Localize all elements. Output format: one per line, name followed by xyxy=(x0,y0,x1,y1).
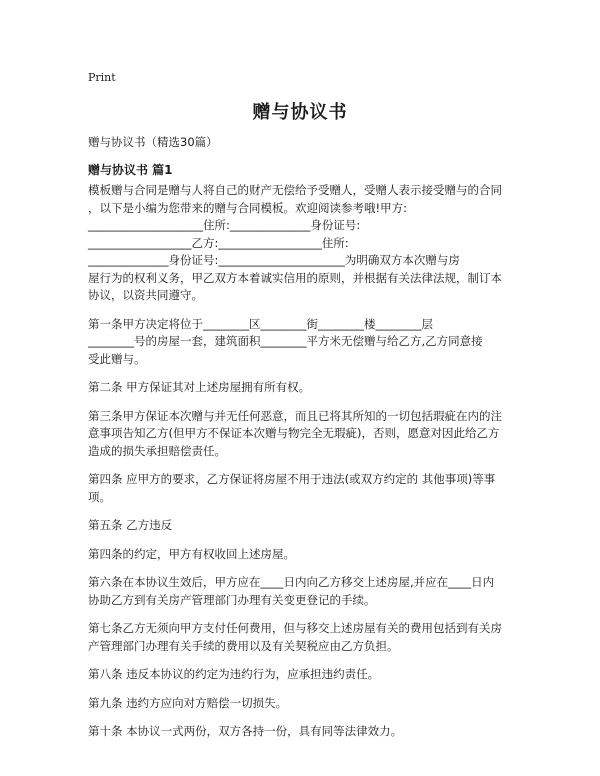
print-link[interactable]: Print xyxy=(88,71,116,84)
text-line: 造成的损失承担赔偿责任。 xyxy=(88,443,226,458)
article-9 xyxy=(88,695,520,713)
text-line: 第九条 违约方应向对方赔偿一切损失。 xyxy=(88,695,288,710)
text-line: 第四条的约定，甲方有权收回上述房屋。 xyxy=(88,546,295,561)
text-line: 第五条 乙方违反 xyxy=(88,518,173,532)
article-3 xyxy=(88,408,520,461)
text-line: 第四条 应甲方的要求，乙方保证将房屋不用于违法(或双方约定的 其他事项)等事 xyxy=(88,472,496,486)
text-line: 项。 xyxy=(88,489,111,504)
text-line: __________________乙方:__________________住所: xyxy=(88,235,349,250)
article-2 xyxy=(88,379,520,397)
text-line: ____________________住所:______________身份证号: xyxy=(88,218,361,232)
text-line: ________号的房屋一套，建筑面积________平方米无偿赠与给乙方,乙方同意接 xyxy=(88,334,483,348)
text-line: 第十条 本协议一式两份，双方各持一份，具有同等法律效力。 xyxy=(88,724,403,738)
text-line: 产管理部门办理有关手续的费用以及有关契税应由乙方负担。 xyxy=(88,638,399,653)
text-line: 第六条在本协议生效后，甲方应在____日内向乙方移交上述房屋,并应在____日内 xyxy=(88,575,495,589)
text-line: 受此赠与。 xyxy=(88,351,146,366)
article-8 xyxy=(88,666,520,684)
section-heading: 赠与协议书 篇1 xyxy=(88,163,173,177)
text-line: 意事项告知乙方(但甲方不保证本次赠与物完全无瑕疵)，否则，愿意对因此给乙方 xyxy=(88,426,500,440)
text-line: 协议，以资共同遵守。 xyxy=(88,288,203,302)
text-line: 第一条甲方决定将位于________区________街________楼________层 xyxy=(88,316,433,331)
article-5 xyxy=(88,517,520,535)
article-4 xyxy=(88,471,520,506)
article-7 xyxy=(88,620,520,655)
text-line: 协助乙方到有关房产管理部门办理有关变更登记的手续。 xyxy=(88,592,376,607)
article-4-continued xyxy=(88,546,520,564)
text-line: ，以下是小编为您带来的赠与合同模板。欢迎阅读参考哦!甲方: xyxy=(88,200,407,215)
text-line: 模板赠与合同是赠与人将自己的财产无偿给予受赠人，受赠人表示接受赠与的合同 xyxy=(88,183,502,197)
intro-paragraph xyxy=(88,182,520,305)
document-title: 赠与协议书 xyxy=(252,102,348,123)
text-line: 第七条乙方无须向甲方支付任何费用，但与移交上述房屋有关的费用包括到有关房 xyxy=(88,621,502,635)
article-10 xyxy=(88,723,520,741)
text-line: 屋行为的权利义务，甲乙双方本着诚实信用的原则，并根据有关法律法规，制订本 xyxy=(88,270,502,285)
text-line: ______________身份证号:______________________为明确双方本次赠与房 xyxy=(88,253,460,267)
text-line: 第三条甲方保证本次赠与并无任何恶意，而且已将其所知的一切包括瑕疵在内的注 xyxy=(88,408,502,423)
text-line: 第八条 违反本协议的约定为违约行为，应承担违约责任。 xyxy=(88,667,380,681)
document-body xyxy=(88,182,520,752)
document-subtitle: 赠与协议书（精选30篇） xyxy=(88,135,218,149)
text-line: 第二条 甲方保证其对上述房屋拥有所有权。 xyxy=(88,380,311,394)
article-1 xyxy=(88,316,520,369)
article-6 xyxy=(88,574,520,609)
